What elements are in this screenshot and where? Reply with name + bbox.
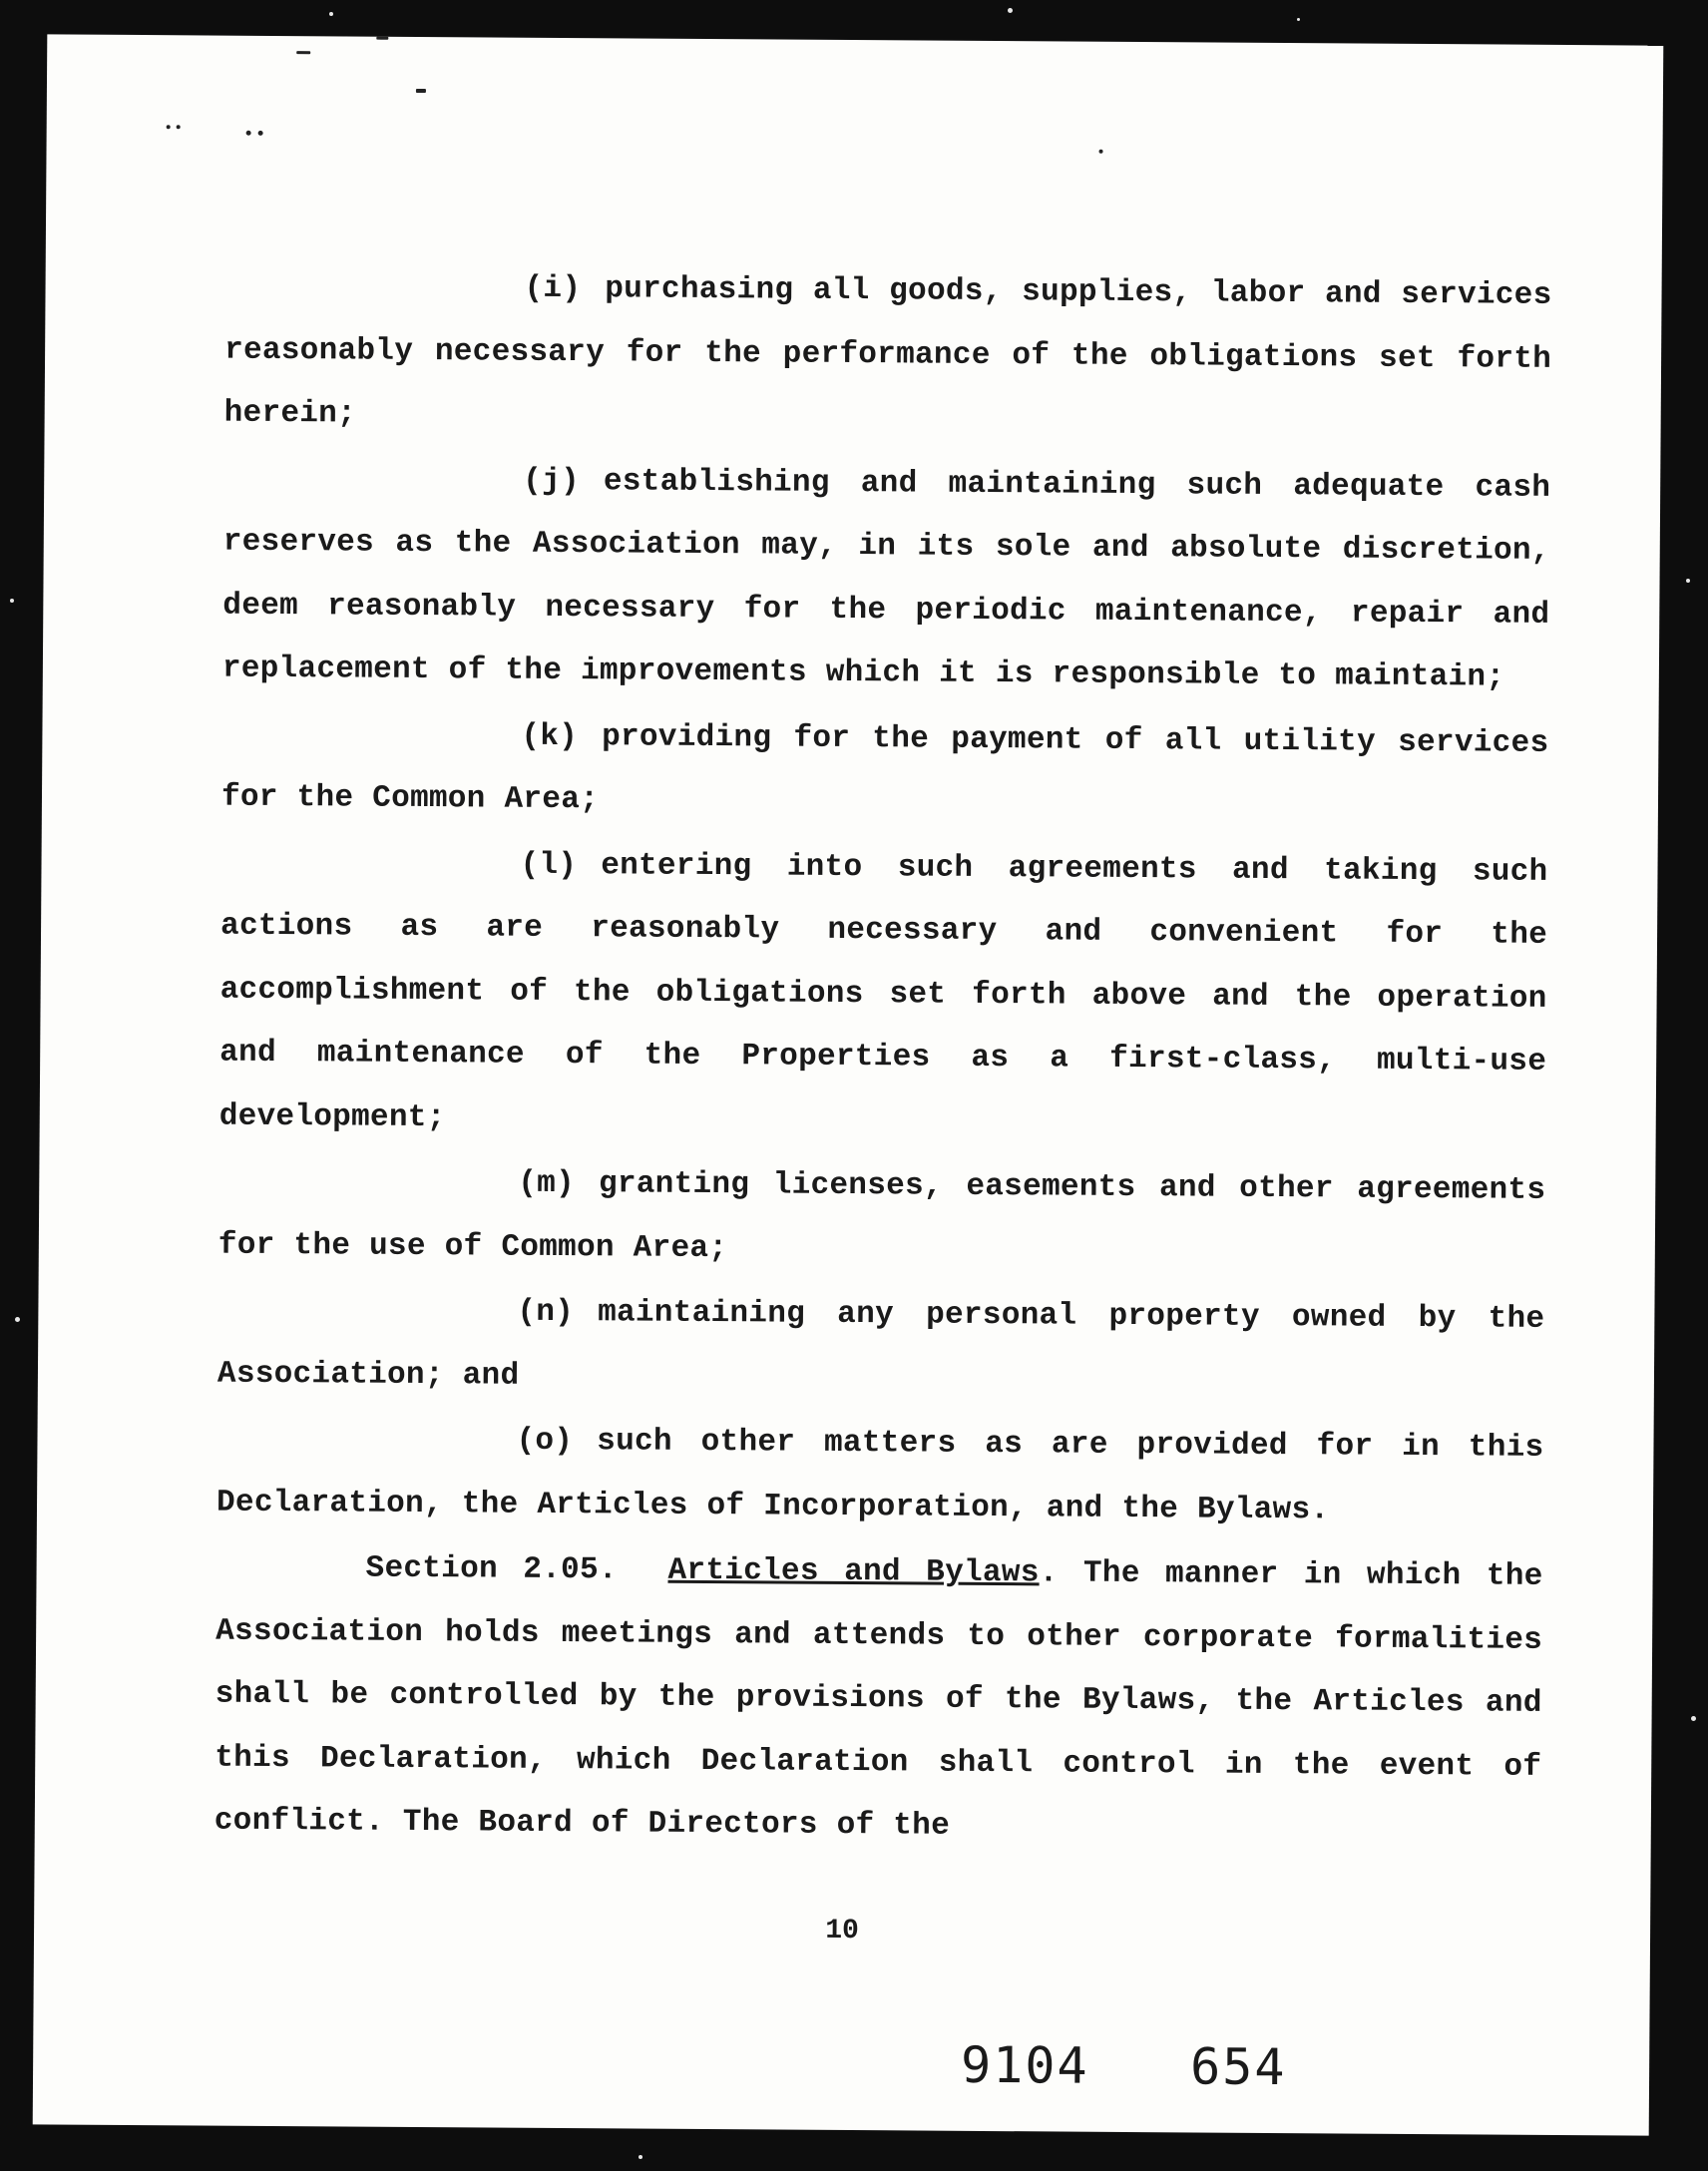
scan-speck — [1691, 1716, 1696, 1721]
clause-j — [222, 447, 1551, 709]
clause-m — [218, 1150, 1546, 1286]
clause-text: granting licenses, easements and other agreements for the use of Common Area; — [217, 1166, 1546, 1266]
scan-speck — [15, 1317, 20, 1322]
clause-label: (l) — [520, 847, 578, 883]
scan-speck — [1008, 8, 1013, 13]
document-page — [33, 34, 1664, 2135]
clause-k — [221, 702, 1549, 838]
clause-label: (o) — [516, 1423, 574, 1460]
clause-text: purchasing all goods, supplies, labor and services reasonably necessary for the performance of the obligations set forth herein; — [223, 271, 1552, 432]
clause-text: entering into such agreements and taking such actions as are reasonably necessary and convenient for the accomplishment of the obligations set forth above and the operation and maintenance of the Properties as a first-class, multi-use development; — [218, 847, 1548, 1135]
section-2-05 — [214, 1536, 1543, 1863]
section-text: . The manner in which the Association holds meetings and attends to other corporate formalities shall be controlled by the provisions of the Bylaws, the Articles and this Declaration, which Declaration shall control in the event of conflict. The Board of Directors of the — [214, 1555, 1543, 1844]
scan-mark — [1099, 150, 1103, 154]
scan-speck — [639, 2155, 642, 2159]
clause-label: (k) — [521, 718, 579, 754]
scan-mark — [177, 125, 181, 129]
clause-label: (i) — [524, 270, 582, 307]
section-title: Articles and Bylaws — [667, 1552, 1040, 1591]
scan-speck — [10, 599, 14, 603]
clause-label: (m) — [518, 1165, 576, 1202]
scan-mark — [167, 125, 171, 129]
scan-speck — [1686, 579, 1690, 583]
clause-label: (n) — [517, 1294, 575, 1331]
section-number: Section 2.05. — [365, 1550, 618, 1588]
book-number-stamp: 9104 — [960, 2035, 1089, 2095]
page-number: 10 — [825, 1915, 859, 1948]
clause-label: (j) — [523, 463, 581, 499]
scan-mark — [246, 131, 251, 136]
clause-l — [219, 831, 1548, 1157]
clause-text: establishing and maintaining such adequate cash reserves as the Association may, in its sole and absolute discretion, deem reasonably necessary for the periodic maintenance, repair and replacement of the improvements which it is responsible to maintain; — [221, 463, 1551, 695]
page-number-stamp: 654 — [1189, 2037, 1287, 2097]
scan-speck — [1297, 18, 1300, 21]
body-text — [214, 255, 1552, 1863]
clause-i — [223, 255, 1551, 455]
clause-text: maintaining any personal property owned by the Association; and — [216, 1295, 1545, 1394]
scan-speck — [329, 12, 333, 16]
clause-n — [217, 1279, 1545, 1415]
clause-o — [216, 1408, 1544, 1543]
clause-text: such other matters as are provided for in this Declaration, the Articles of Incorporation, and the Bylaws. — [215, 1424, 1544, 1527]
scan-mark — [296, 51, 310, 54]
scan-mark — [376, 37, 388, 40]
scan-mark — [258, 131, 263, 136]
scan-mark — [416, 89, 426, 93]
clause-text: providing for the payment of all utility services for the Common Area; — [220, 718, 1549, 818]
